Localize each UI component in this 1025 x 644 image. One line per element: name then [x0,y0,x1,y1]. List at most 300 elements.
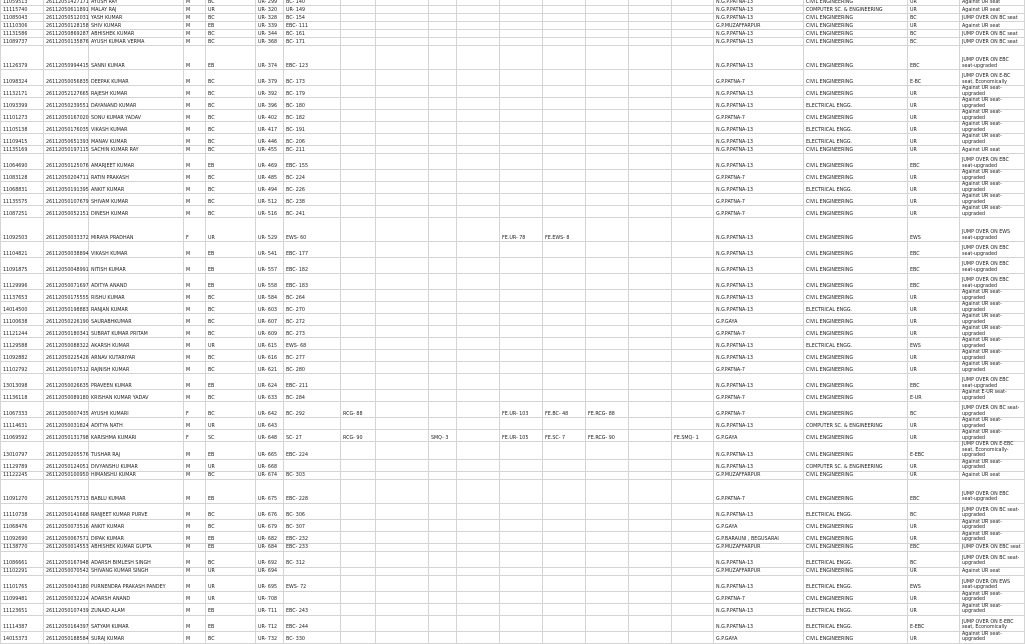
cell-col-11 [457,122,500,134]
cell-candidate-name: SHIV KUMAR [89,22,184,30]
cell-female-rcg-rank [586,154,629,170]
cell-rank-id: 26112050197115 [44,146,89,154]
table-row [1,575,1025,591]
cell-rank-id: 26112050107512 [44,362,89,374]
cell-candidate-name: RATIN PRAKASH [89,170,184,182]
cell-gender: M [184,98,206,110]
cell-col-11 [457,14,500,22]
cell-allotment-remark: Against UR seat- upgraded [960,182,1025,194]
cell-female-ur-rank [500,362,543,374]
cell-category: EB [206,603,256,615]
cell-col-11 [457,374,500,390]
cell-allotted-category: UR [908,6,960,14]
cell-branch: CIVIL ENGINEERING [804,38,908,46]
cell-ur-rank: UR- 299 [256,0,284,6]
cell-institute: G.P.MUZAFFARPUR [714,22,804,30]
cell-roll-no: 11114387 [1,615,44,631]
cell-female-rcg-rank [586,22,629,30]
cell-category-rank: EBC- 177 [284,242,341,258]
cell-allotment-remark: JUMP OVER ON EBC seat-upgraded [960,274,1025,290]
cell-category: BC [206,362,256,374]
cell-female-smq-rank [672,390,714,402]
cell-roll-no: 11131586 [1,30,44,38]
cell-female-smq-rank [672,274,714,290]
cell-allotment-remark: JUMP OVER ON EBC seat-upgraded [960,479,1025,503]
cell-institute: N.G.P.PATNA-13 [714,338,804,350]
cell-candidate-name: DINESH KUMAR [89,206,184,218]
cell-branch: CIVIL ENGINEERING [804,0,908,6]
cell-allotted-category: UR [908,631,960,643]
cell-female-ur-rank [500,326,543,338]
cell-institute: N.G.P.PATNA-13 [714,551,804,567]
cell-female-ur-rank [500,110,543,122]
cell-allotted-category: UR [908,98,960,110]
cell-female-category-rank [543,350,586,362]
cell-category-rank: BC- 224 [284,170,341,182]
table-row [1,551,1025,567]
cell-female-category-rank [543,479,586,503]
cell-category-rank: EBC- 233 [284,543,341,551]
cell-col-11 [457,418,500,430]
cell-institute: G.P.PATNA-7 [714,326,804,338]
cell-institute: G.P.PATNA-7 [714,70,804,86]
cell-col-15 [629,519,672,531]
cell-female-rcg-rank [586,218,629,242]
cell-rcg-rank: RCG- 88 [341,402,376,418]
cell-category: EB [206,543,256,551]
cell-category-rank [284,591,341,603]
cell-allotted-category: UR [908,362,960,374]
cell-branch: CIVIL ENGINEERING [804,430,908,442]
cell-allotment-remark: Against UR seat- upgraded [960,98,1025,110]
cell-female-smq-rank [672,182,714,194]
cell-rank-id: 26112050032224 [44,591,89,603]
cell-ur-rank: UR- 603 [256,302,284,314]
cell-smq-rank [429,402,457,418]
cell-smq-rank [429,575,457,591]
cell-col-15 [629,194,672,206]
cell-category: BC [206,38,256,46]
cell-allotted-category: EBC [908,154,960,170]
cell-category-rank: BC- 306 [284,503,341,519]
cell-smq-rank [429,70,457,86]
cell-branch: ELECTRICAL ENGG. [804,551,908,567]
cell-category: UR [206,338,256,350]
cell-category-rank: EBC- 111 [284,22,341,30]
cell-ur-rank: UR- 392 [256,86,284,98]
table-row [1,154,1025,170]
cell-female-category-rank [543,6,586,14]
cell-gender: M [184,519,206,531]
table-row [1,418,1025,430]
cell-roll-no: 11068476 [1,519,44,531]
cell-smq-rank [429,531,457,543]
cell-col-11 [457,575,500,591]
cell-female-ur-rank: FE.UR- 105 [500,430,543,442]
cell-gender: F [184,402,206,418]
cell-institute: N.G.P.PATNA-13 [714,182,804,194]
cell-female-rcg-rank: FE.RCG- 88 [586,402,629,418]
cell-category: BC [206,631,256,643]
cell-col-11 [457,326,500,338]
cell-rank-id: 26112050131798 [44,430,89,442]
table-row [1,146,1025,154]
cell-branch: CIVIL ENGINEERING [804,631,908,643]
cell-institute: N.G.P.PATNA-13 [714,6,804,14]
cell-candidate-name: RISHU KUMAR [89,290,184,302]
cell-category: EB [206,531,256,543]
cell-branch: CIVIL ENGINEERING [804,471,908,479]
cell-ur-rank: UR- 648 [256,430,284,442]
cell-category-rank: EBC- 182 [284,258,341,274]
cell-col-11 [457,338,500,350]
cell-allotment-remark: Against UR seat- upgraded [960,350,1025,362]
cell-female-rcg-rank [586,459,629,471]
cell-female-ur-rank [500,567,543,575]
cell-female-smq-rank [672,206,714,218]
cell-rcg-rank [341,242,376,258]
cell-gender: M [184,350,206,362]
cell-category-rank: BC- 173 [284,70,341,86]
cell-col-15 [629,615,672,631]
cell-female-smq-rank [672,418,714,430]
cell-rcg-rank [341,14,376,22]
cell-col-9 [376,182,429,194]
cell-ur-rank: UR- 694 [256,567,284,575]
cell-female-rcg-rank [586,350,629,362]
cell-allotment-remark: JUMP OVER ON EBC seat-upgraded [960,154,1025,170]
cell-allotment-remark: JUMP OVER ON E-EBC seat, Economically [960,615,1025,631]
cell-female-rcg-rank [586,122,629,134]
cell-candidate-name: DAYANAND KUMAR [89,98,184,110]
cell-category-rank: EWS- 60 [284,218,341,242]
cell-col-15 [629,6,672,14]
cell-col-15 [629,314,672,326]
cell-roll-no: 11114631 [1,418,44,430]
cell-female-ur-rank [500,442,543,460]
cell-allotment-remark: JUMP OVER ON E-BC seat, Economically [960,70,1025,86]
table-row [1,442,1025,460]
cell-female-rcg-rank [586,46,629,70]
cell-col-9 [376,194,429,206]
cell-col-11 [457,46,500,70]
cell-roll-no: 11100638 [1,314,44,326]
cell-allotted-category: UR [908,430,960,442]
cell-smq-rank: SMQ- 3 [429,430,457,442]
cell-female-smq-rank [672,70,714,86]
cell-roll-no: 11104821 [1,242,44,258]
cell-allotment-remark: Against UR seat- upgraded [960,362,1025,374]
cell-gender: M [184,631,206,643]
cell-gender: M [184,418,206,430]
cell-smq-rank [429,170,457,182]
cell-category: BC [206,98,256,110]
cell-female-smq-rank [672,134,714,146]
cell-female-category-rank [543,206,586,218]
cell-category-rank: EBC- 155 [284,154,341,170]
cell-col-9 [376,442,429,460]
cell-roll-no: 11135575 [1,194,44,206]
cell-female-category-rank [543,551,586,567]
cell-allotted-category: EBC [908,258,960,274]
cell-ur-rank: UR- 512 [256,194,284,206]
cell-rcg-rank [341,459,376,471]
table-row [1,242,1025,258]
cell-female-category-rank [543,338,586,350]
cell-smq-rank [429,519,457,531]
cell-allotment-remark: Against UR seat- upgraded [960,314,1025,326]
cell-candidate-name: HIMANSHU KUMAR [89,471,184,479]
cell-female-ur-rank [500,98,543,110]
cell-col-9 [376,122,429,134]
cell-candidate-name: VIKASH KUMAR [89,122,184,134]
cell-candidate-name: YASH KUMAR [89,14,184,22]
cell-roll-no: 11137653 [1,290,44,302]
cell-rank-id: 26112050226190 [44,314,89,326]
cell-col-9 [376,326,429,338]
table-row [1,22,1025,30]
cell-branch: CIVIL ENGINEERING [804,218,908,242]
cell-rank-id: 26112050067571 [44,531,89,543]
cell-female-category-rank [543,86,586,98]
cell-female-ur-rank [500,206,543,218]
cell-gender: M [184,374,206,390]
cell-female-rcg-rank [586,531,629,543]
cell-candidate-name: SHIVANG KUMAR SINGH [89,567,184,575]
cell-branch: CIVIL ENGINEERING [804,110,908,122]
cell-candidate-name: KARISHMA KUMARI [89,430,184,442]
cell-rank-id: 26112050869287 [44,30,89,38]
table-row [1,603,1025,615]
table-row [1,362,1025,374]
cell-col-11 [457,615,500,631]
cell-smq-rank [429,471,457,479]
cell-rcg-rank [341,274,376,290]
cell-female-smq-rank [672,362,714,374]
cell-col-11 [457,70,500,86]
cell-category: UR [206,459,256,471]
cell-female-rcg-rank [586,258,629,274]
cell-candidate-name: SATYAM KUMAR [89,615,184,631]
cell-gender: M [184,567,206,575]
cell-institute: N.G.P.PATNA-13 [714,274,804,290]
cell-branch: COMPUTER SC. & ENGINEERING [804,6,908,14]
table-row [1,430,1025,442]
cell-female-rcg-rank [586,519,629,531]
cell-rcg-rank [341,442,376,460]
cell-col-11 [457,258,500,274]
cell-allotment-remark: Against UR seat- upgraded [960,122,1025,134]
cell-col-11 [457,38,500,46]
cell-col-15 [629,146,672,154]
cell-allotment-remark: Against UR seat- upgraded [960,134,1025,146]
cell-category: BC [206,350,256,362]
cell-female-category-rank [543,442,586,460]
cell-branch: CIVIL ENGINEERING [804,362,908,374]
cell-female-ur-rank [500,603,543,615]
cell-ur-rank: UR- 417 [256,122,284,134]
cell-col-9 [376,38,429,46]
cell-col-11 [457,503,500,519]
cell-female-rcg-rank [586,146,629,154]
cell-branch: ELECTRICAL ENGG. [804,302,908,314]
cell-col-15 [629,38,672,46]
cell-female-ur-rank [500,374,543,390]
table-row [1,567,1025,575]
cell-category-rank: BC- 206 [284,134,341,146]
cell-category-rank: BC- 238 [284,194,341,206]
cell-allotted-category: UR [908,86,960,98]
cell-female-rcg-rank: FE.RCG- 90 [586,430,629,442]
table-row [1,38,1025,46]
cell-col-15 [629,591,672,603]
cell-allotment-remark: Against UR seat [960,567,1025,575]
cell-female-rcg-rank [586,567,629,575]
cell-roll-no: 11129588 [1,338,44,350]
cell-allotted-category: BC [908,14,960,22]
cell-allotted-category: UR [908,290,960,302]
cell-female-category-rank [543,543,586,551]
cell-allotment-remark: Against UR seat [960,146,1025,154]
cell-col-11 [457,290,500,302]
cell-allotted-category: EWS [908,338,960,350]
cell-female-smq-rank [672,30,714,38]
cell-category-rank: BC- 182 [284,110,341,122]
cell-gender: M [184,134,206,146]
cell-rcg-rank [341,503,376,519]
cell-female-category-rank [543,374,586,390]
cell-roll-no: 11122245 [1,471,44,479]
cell-smq-rank [429,110,457,122]
cell-gender: M [184,338,206,350]
cell-institute: G.P.GAYA [714,519,804,531]
cell-female-ur-rank [500,314,543,326]
cell-roll-no: 11089737 [1,38,44,46]
cell-gender: M [184,575,206,591]
cell-roll-no: 11067333 [1,402,44,418]
table-row [1,302,1025,314]
cell-institute: G.P.PATNA-7 [714,479,804,503]
cell-col-15 [629,631,672,643]
cell-ur-rank: UR- 396 [256,98,284,110]
cell-female-category-rank [543,38,586,46]
cell-female-ur-rank [500,14,543,22]
cell-smq-rank [429,551,457,567]
cell-rcg-rank [341,418,376,430]
cell-col-9 [376,567,429,575]
cell-female-smq-rank [672,46,714,70]
cell-smq-rank [429,30,457,38]
cell-gender: M [184,194,206,206]
cell-rank-id: 26112050007435 [44,402,89,418]
cell-allotted-category: EBC [908,479,960,503]
cell-ur-rank: UR- 712 [256,615,284,631]
cell-female-smq-rank [672,591,714,603]
cell-female-ur-rank [500,274,543,290]
cell-candidate-name: SAURABHKUMAR [89,314,184,326]
cell-col-11 [457,551,500,567]
table-row [1,314,1025,326]
cell-col-11 [457,302,500,314]
cell-branch: CIVIL ENGINEERING [804,390,908,402]
cell-rcg-rank [341,567,376,575]
cell-ur-rank: UR- 692 [256,551,284,567]
cell-female-ur-rank [500,6,543,14]
cell-col-11 [457,146,500,154]
cell-allotted-category: EBC [908,46,960,70]
cell-branch: CIVIL ENGINEERING [804,194,908,206]
cell-category: BC [206,390,256,402]
cell-allotment-remark: Against UR seat- upgraded [960,170,1025,182]
cell-smq-rank [429,182,457,194]
cell-ur-rank: UR- 668 [256,459,284,471]
cell-allotted-category: UR [908,110,960,122]
table-row [1,6,1025,14]
cell-roll-no: 11085043 [1,14,44,22]
cell-institute: N.G.P.PATNA-13 [714,442,804,460]
cell-female-ur-rank [500,302,543,314]
cell-rcg-rank [341,110,376,122]
cell-roll-no: 11115740 [1,6,44,14]
cell-branch: ELECTRICAL ENGG. [804,98,908,110]
cell-allotted-category: UR [908,22,960,30]
cell-female-smq-rank [672,22,714,30]
cell-roll-no: 11091270 [1,479,44,503]
cell-col-15 [629,290,672,302]
cell-category-rank: UR- 149 [284,6,341,14]
cell-candidate-name: ADITYA ANAND [89,274,184,290]
cell-female-smq-rank [672,326,714,338]
cell-female-category-rank [543,591,586,603]
cell-rank-id: 26112050204711 [44,170,89,182]
cell-roll-no: 14015373 [1,631,44,643]
cell-female-category-rank [543,503,586,519]
cell-col-11 [457,362,500,374]
cell-col-11 [457,134,500,146]
cell-roll-no: 11126379 [1,46,44,70]
cell-category: UR [206,567,256,575]
cell-female-ur-rank [500,459,543,471]
cell-allotment-remark: JUMP OVER ON BC seat-upgraded [960,551,1025,567]
cell-allotted-category: EBC [908,242,960,258]
cell-branch: CIVIL ENGINEERING [804,442,908,460]
cell-ur-rank: UR- 679 [256,519,284,531]
cell-female-ur-rank [500,86,543,98]
table-row [1,110,1025,122]
cell-col-9 [376,362,429,374]
cell-allotment-remark: Against UR seat- upgraded [960,603,1025,615]
cell-institute: N.G.P.PATNA-13 [714,418,804,430]
cell-ur-rank: UR- 446 [256,134,284,146]
cell-col-15 [629,402,672,418]
cell-allotment-remark: JUMP OVER ON EWS seat-upgraded [960,575,1025,591]
cell-col-15 [629,122,672,134]
cell-allotment-remark: JUMP OVER ON BC seat [960,38,1025,46]
cell-rcg-rank [341,22,376,30]
cell-rank-id: 26112050225426 [44,350,89,362]
cell-branch: CIVIL ENGINEERING [804,531,908,543]
cell-category-rank: EWS- 68 [284,338,341,350]
cell-smq-rank [429,374,457,390]
cell-ur-rank: UR- 485 [256,170,284,182]
cell-candidate-name: ADITYA NATH [89,418,184,430]
cell-female-ur-rank [500,479,543,503]
cell-col-15 [629,338,672,350]
cell-rank-id: 26112050128158 [44,22,89,30]
cell-category: BC [206,134,256,146]
cell-gender: M [184,258,206,274]
cell-allotted-category: UR [908,459,960,471]
